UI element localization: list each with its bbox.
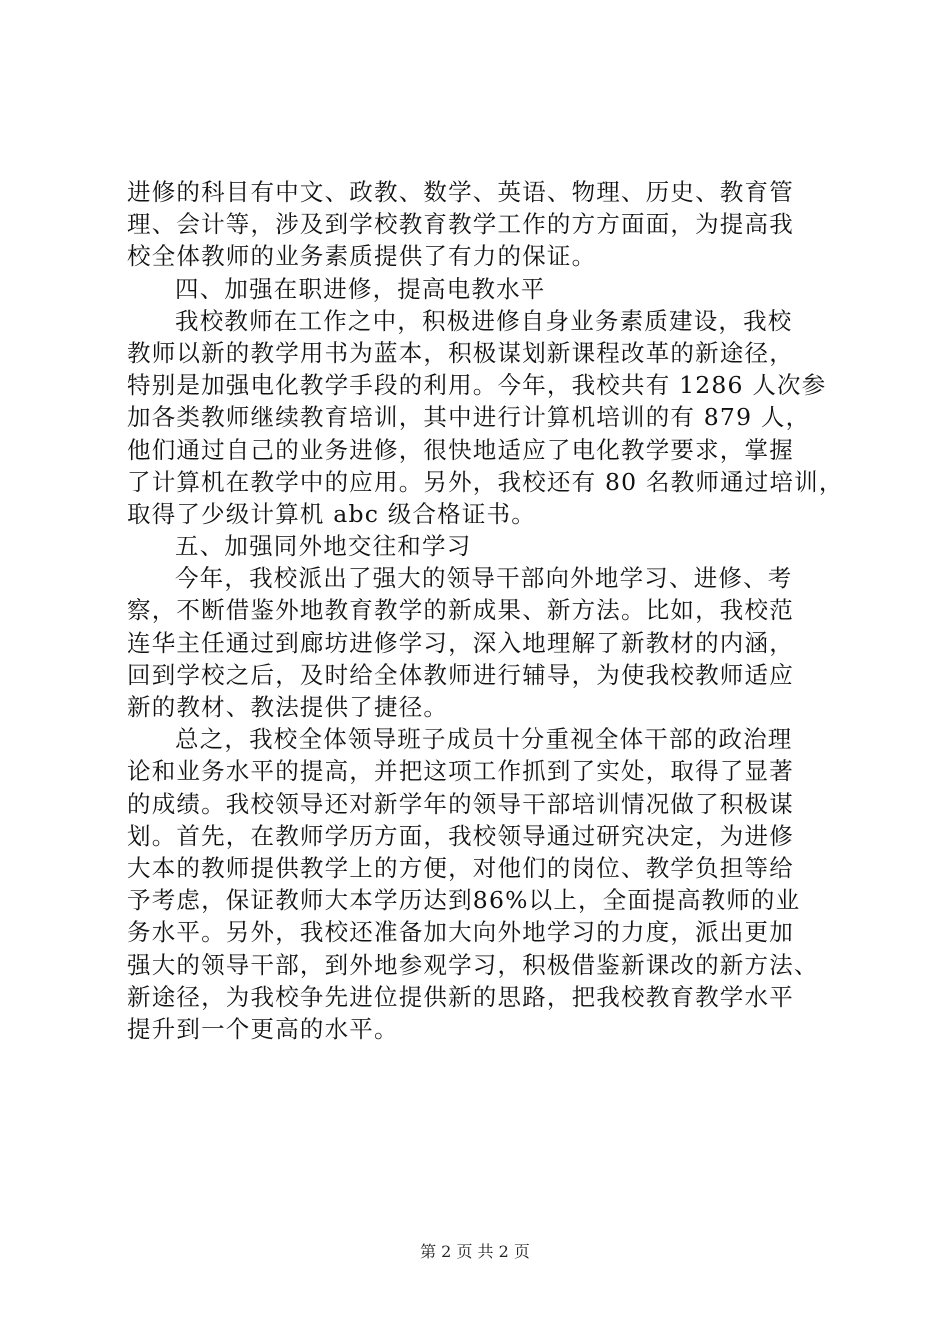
text-line: 加各类教师继续教育培训，其中进行计算机培训的有 879 人， [127, 403, 811, 432]
text-line: 论和业务水平的提高，并把这项工作抓到了实处，取得了显著 [127, 757, 794, 786]
body-text [127, 176, 844, 1045]
text-line: 的成绩。我校领导还对新学年的领导干部培训情况做了积极谋 [127, 789, 794, 818]
text-line: 连华主任通过到廊坊进修学习，深入地理解了新教材的内涵， [127, 628, 794, 657]
text-line: 我校教师在工作之中，积极进修自身业务素质建设，我校 [175, 306, 793, 335]
text-line: 予考虑，保证教师大本学历达到86%以上，全面提高教师的业 [127, 886, 801, 915]
text-line: 划。首先，在教师学历方面，我校领导通过研究决定，为进修 [127, 821, 794, 850]
text-line: 今年，我校派出了强大的领导干部向外地学习、进修、考 [175, 564, 793, 593]
text-line: 教师以新的教学用书为蓝本，积极谋划新课程改革的新途径， [127, 338, 794, 367]
text-line: 大本的教师提供教学上的方便，对他们的岗位、教学负担等给 [127, 853, 794, 882]
text-line: 他们通过自己的业务进修，很快地适应了电化教学要求，掌握 [127, 435, 794, 464]
text-line: 特别是加强电化教学手段的利用。今年，我校共有 1286 人次参 [127, 371, 827, 400]
text-line: 进修的科目有中文、政教、数学、英语、物理、历史、教育管 [127, 178, 794, 206]
text-line: 务水平。另外，我校还准备加大向外地学习的力度，派出更加 [127, 918, 794, 947]
text-line: 四、加强在职进修，提高电教水平 [175, 274, 546, 303]
text-line: 回到学校之后，及时给全体教师进行辅导，为使我校教师适应 [127, 660, 794, 689]
text-line: 取得了少级计算机 abc 级合格证书。 [127, 499, 536, 528]
text-line: 新的教材、教法提供了捷径。 [127, 693, 449, 721]
text-line: 了计算机在教学中的应用。另外，我校还有 80 名教师通过培训， [127, 467, 844, 496]
text-line: 提升到一个更高的水平。 [127, 1014, 399, 1043]
text-line: 察，不断借鉴外地教育教学的新成果、新方法。比如，我校范 [127, 596, 794, 625]
text-line: 五、加强同外地交往和学习 [175, 532, 472, 561]
text-line: 理、会计等，涉及到学校教育教学工作的方方面面，为提高我 [127, 210, 794, 239]
text-line: 强大的领导干部，到外地参观学习，积极借鉴新课改的新方法、 [127, 950, 819, 979]
text-line: 校全体教师的业务素质提供了有力的保证。 [127, 242, 597, 271]
text-line: 新途径，为我校争先进位提供新的思路，把我校教育教学水平 [127, 982, 794, 1011]
page-footer: 第 2 页 共 2 页 [420, 1242, 530, 1261]
text-line: 总之，我校全体领导班子成员十分重视全体干部的政治理 [175, 725, 793, 754]
